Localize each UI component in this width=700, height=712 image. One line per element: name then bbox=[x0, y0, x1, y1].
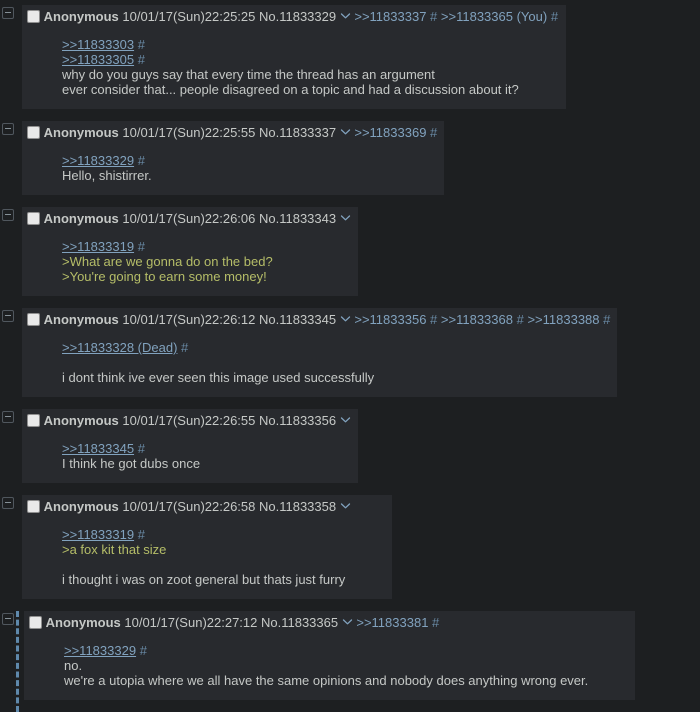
message-line: i thought i was on zoot general but thats just furry bbox=[62, 572, 346, 587]
post-number[interactable]: No.11833356 bbox=[259, 413, 337, 428]
post-message bbox=[62, 441, 311, 471]
hide-post-icon[interactable] bbox=[2, 7, 14, 19]
post-message bbox=[62, 239, 311, 284]
post bbox=[22, 409, 358, 483]
message-line: why do you guys say that every time the thread has an argument bbox=[62, 67, 435, 82]
chevron-down-icon[interactable] bbox=[340, 9, 351, 24]
post-container bbox=[0, 308, 700, 397]
post-number[interactable]: No.11833345 bbox=[259, 312, 337, 327]
post-container bbox=[0, 409, 700, 483]
backlink[interactable]: >>11833365 (You) bbox=[440, 9, 548, 24]
backlink[interactable]: >>11833369 bbox=[354, 125, 427, 140]
permalink-icon[interactable]: # bbox=[137, 153, 145, 168]
permalink-icon[interactable]: # bbox=[516, 312, 524, 327]
chevron-down-icon[interactable] bbox=[340, 125, 351, 140]
post-date: 10/01/17(Sun)22:27:12 bbox=[124, 615, 258, 630]
hide-post-icon[interactable] bbox=[2, 613, 14, 625]
post-container bbox=[0, 495, 700, 599]
chevron-down-icon[interactable] bbox=[342, 615, 353, 630]
post-container bbox=[0, 121, 700, 195]
quotelink[interactable]: >>11833329 bbox=[62, 153, 135, 168]
permalink-icon[interactable]: # bbox=[430, 125, 438, 140]
post-message bbox=[62, 340, 570, 385]
backlinks bbox=[356, 615, 439, 630]
poster-name: Anonymous bbox=[43, 211, 119, 226]
message-line bbox=[62, 239, 311, 254]
post-message bbox=[64, 643, 588, 688]
quotelink[interactable]: >>11833319 bbox=[62, 527, 135, 542]
permalink-icon[interactable]: # bbox=[137, 239, 145, 254]
poster-name: Anonymous bbox=[43, 9, 119, 24]
message-line: ever consider that... people disagreed on a topic and had a discussion about it? bbox=[62, 82, 519, 97]
post-date: 10/01/17(Sun)22:26:12 bbox=[122, 312, 256, 327]
post-checkbox[interactable] bbox=[27, 500, 40, 513]
quotelink[interactable]: >>11833329 bbox=[64, 643, 137, 658]
chevron-down-icon[interactable] bbox=[340, 312, 351, 327]
post-header bbox=[27, 9, 559, 24]
poster-name: Anonymous bbox=[43, 312, 119, 327]
post-header bbox=[27, 499, 385, 514]
post bbox=[22, 121, 444, 195]
quotelink[interactable]: >>11833305 bbox=[62, 52, 135, 67]
message-line bbox=[62, 37, 519, 52]
blank-line bbox=[62, 355, 570, 370]
post-header bbox=[27, 125, 437, 140]
permalink-icon[interactable]: # bbox=[137, 441, 145, 456]
post bbox=[22, 495, 392, 599]
permalink-icon[interactable]: # bbox=[432, 615, 440, 630]
post-message bbox=[62, 527, 345, 587]
permalink-icon[interactable]: # bbox=[550, 9, 559, 24]
backlink[interactable]: >>11833356 bbox=[354, 312, 427, 327]
post-message bbox=[62, 37, 519, 97]
post-date: 10/01/17(Sun)22:26:58 bbox=[122, 499, 256, 514]
post-header bbox=[27, 312, 610, 327]
post-checkbox[interactable] bbox=[27, 313, 40, 326]
hide-post-icon[interactable] bbox=[2, 123, 14, 135]
backlink[interactable]: >>11833388 bbox=[527, 312, 600, 327]
post bbox=[22, 207, 358, 296]
message-line: i dont think ive ever seen this image used successfully bbox=[62, 370, 375, 385]
permalink-icon[interactable]: # bbox=[137, 37, 145, 52]
post bbox=[22, 308, 617, 397]
poster-name: Anonymous bbox=[43, 125, 119, 140]
message-line: I think he got dubs once bbox=[62, 456, 201, 471]
chevron-down-icon[interactable] bbox=[340, 413, 351, 428]
chevron-down-icon[interactable] bbox=[340, 499, 351, 514]
permalink-icon[interactable]: # bbox=[139, 643, 147, 658]
post-header bbox=[27, 413, 351, 428]
post-container bbox=[0, 207, 700, 296]
post-number[interactable]: No.11833343 bbox=[259, 211, 337, 226]
post bbox=[22, 5, 566, 109]
post-checkbox[interactable] bbox=[29, 616, 42, 629]
message-line: we're a utopia where we all have the same opinions and nobody does anything wrong ever. bbox=[64, 673, 589, 688]
hide-post-icon[interactable] bbox=[2, 310, 14, 322]
permalink-icon[interactable]: # bbox=[137, 527, 145, 542]
message-line bbox=[62, 441, 311, 456]
poster-name: Anonymous bbox=[43, 499, 119, 514]
backlinks bbox=[354, 9, 558, 24]
post-number[interactable]: No.11833358 bbox=[259, 499, 337, 514]
post-message bbox=[62, 153, 397, 183]
blank-line bbox=[62, 557, 345, 572]
message-line bbox=[62, 52, 519, 67]
post-header bbox=[27, 211, 351, 226]
message-line bbox=[62, 527, 345, 542]
post-date: 10/01/17(Sun)22:26:55 bbox=[122, 413, 256, 428]
poster-name: Anonymous bbox=[45, 615, 121, 630]
permalink-icon[interactable]: # bbox=[181, 340, 189, 355]
backlink[interactable]: >>11833368 bbox=[440, 312, 513, 327]
message-line: no. bbox=[64, 658, 83, 673]
hide-post-icon[interactable] bbox=[2, 411, 14, 423]
permalink-icon[interactable]: # bbox=[603, 312, 611, 327]
post-container bbox=[0, 611, 700, 700]
post-date: 10/01/17(Sun)22:25:25 bbox=[122, 9, 256, 24]
hide-post-icon[interactable] bbox=[2, 497, 14, 509]
message-line bbox=[62, 340, 570, 355]
quotelink[interactable]: >>11833345 bbox=[62, 441, 135, 456]
message-line: >a fox kit that size bbox=[62, 542, 167, 557]
post-date: 10/01/17(Sun)22:26:06 bbox=[122, 211, 256, 226]
hide-post-icon[interactable] bbox=[2, 209, 14, 221]
post-number[interactable]: No.11833337 bbox=[259, 125, 337, 140]
post-date: 10/01/17(Sun)22:25:55 bbox=[122, 125, 256, 140]
post-checkbox[interactable] bbox=[27, 126, 40, 139]
post-number[interactable]: No.11833329 bbox=[259, 9, 337, 24]
post-container bbox=[0, 5, 700, 109]
message-line: >You're going to earn some money! bbox=[62, 269, 267, 284]
post-checkbox[interactable] bbox=[27, 414, 40, 427]
chevron-down-icon[interactable] bbox=[340, 211, 351, 226]
permalink-icon[interactable]: # bbox=[137, 52, 145, 67]
quotelink[interactable]: >>11833328 (Dead) bbox=[62, 340, 178, 355]
post-number[interactable]: No.11833365 bbox=[261, 615, 339, 630]
message-line bbox=[64, 643, 588, 658]
message-line: >What are we gonna do on the bed? bbox=[62, 254, 273, 269]
backlinks bbox=[354, 312, 610, 327]
post-checkbox[interactable] bbox=[27, 10, 40, 23]
quotelink[interactable]: >>11833319 bbox=[62, 239, 135, 254]
quotelink[interactable]: >>11833303 bbox=[62, 37, 135, 52]
permalink-icon[interactable]: # bbox=[430, 312, 438, 327]
backlinks bbox=[354, 125, 437, 140]
permalink-icon[interactable]: # bbox=[430, 9, 438, 24]
message-line: Hello, shistirrer. bbox=[62, 168, 152, 183]
backlink[interactable]: >>11833337 bbox=[354, 9, 427, 24]
message-line bbox=[62, 153, 397, 168]
backlink[interactable]: >>11833381 bbox=[356, 615, 429, 630]
poster-name: Anonymous bbox=[43, 413, 119, 428]
post-header bbox=[29, 615, 628, 630]
post-checkbox[interactable] bbox=[27, 212, 40, 225]
post bbox=[24, 611, 635, 700]
